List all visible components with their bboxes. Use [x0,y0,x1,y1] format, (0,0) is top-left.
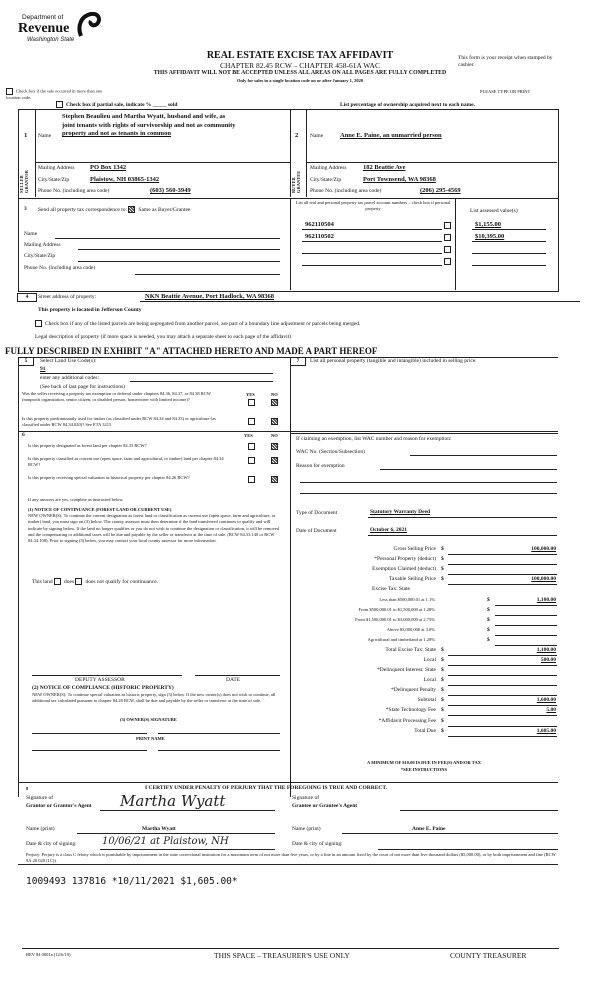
exemption-question: Was the seller receiving a property tax exemption or deferral under chapters 84.36, 84.37, or 84.38 RCW (nonprofit organization, senior citizen, or disabled person, homeowner with limited income)? [22,391,211,402]
grantor-sig-label: Signature of [26,795,54,801]
notice1-text: NEW OWNER(S): To continue the current designation as forest land or classification as current use (open space, farm and agriculture, or timber) land, you must sign on (3) below. The county assessor must then determine if the land transferred continues to qualify and will indicate by signing below. If the land no longer qualifies or you do not wish to continue the designation or classification, it will be removed and the compensating or additional taxes will be due and payable by the seller or transferor at the time of sale. (RCW 84.33.140 or RCW 84.34.108). Prior to signing (3) below, you may contact your local county assessor for more information. [28,513,280,544]
grantee-date-field[interactable] [378,849,558,850]
section-2-number: 2 [295,132,299,139]
parcel-number[interactable] [302,265,442,266]
tax-row-label: Exemption Claimed (deduct) [372,566,436,572]
section-6-number: 6 [22,432,25,438]
tax-value-field[interactable]: 1,600.00 [536,697,556,703]
tax-row-label: *Delinquent Penalty [390,687,436,693]
tax-row-label: Taxable Selling Price [389,576,436,582]
section-3-number: 3 [24,206,27,212]
treasurer-space-label: THIS SPACE – TREASURER'S USE ONLY [214,951,350,960]
buyer-phone-label: Phone No. (including area code) [310,188,382,194]
currency-sign: $ [441,657,444,663]
currency-sign: $ [441,707,444,713]
current-use-question: Is this property classified as current use (open space, farm and agricultural, or timber) land per chapter 84.34 RCW? [28,456,224,467]
perjury-note: Perjury: Perjury is a class C felony which is punishable by imprisonment in the state correctional institution for a maximum term of not more than five years, or by a fine in an amount fixed by the court of not more than five thousand dollars ($5,000.00), or by both imprisonment and fine (RCW 9A.20.020 (1C)). [26,852,556,863]
assessed-value[interactable] [472,253,546,254]
q1-no-checkbox[interactable] [271,399,278,406]
section-8-number: 8 [26,786,29,791]
yes-header: YES [246,392,255,397]
assessed-value[interactable]: $1,155.00 [475,221,501,228]
currency-sign: $ [441,576,444,582]
currency-sign: $ [441,728,444,734]
seller-mailing-label: Mailing Address [38,165,75,171]
tax-row-label: Total Due [414,728,436,734]
parcel-number[interactable] [302,253,442,254]
segregated-checkbox[interactable]: Check box if any of the listed parcels are being segregated from another parcel, are part of a boundary line adjustment or parcels being merged. [35,320,360,327]
buyer-mailing-field[interactable]: 182 Beattie Ave [363,164,406,171]
tax-value-field[interactable]: 1,100.00 [536,647,556,653]
buyer-name-label: Name [310,133,324,139]
tax-row-label: Local [423,677,436,683]
assessed-value[interactable]: $10,395.00 [475,233,505,240]
if-yes-note: If any answers are yes, complete as instructed below. [28,497,124,502]
q1-yes-checkbox[interactable] [248,399,255,406]
see-instructions-note: *SEE INSTRUCTIONS [400,767,448,772]
same-as-buyer-checkbox[interactable] [128,206,135,213]
deputy-signature-line[interactable] [32,675,182,676]
grantee-signature-field[interactable] [400,810,558,811]
section-1-number: 1 [24,132,28,139]
grantor-date-label: Date & city of signing: [26,841,77,847]
tax-value-field[interactable]: 1,100.00 [536,597,556,603]
q2-no-checkbox[interactable] [271,418,278,425]
buyer-side-label: BUYER GRANTEE [291,170,301,193]
historic-no-checkbox[interactable] [271,476,278,483]
personal-property-label: List all personal property (tangible and intangible) included in selling price. [310,358,477,364]
currency-sign: $ [487,617,490,623]
currency-sign: $ [441,697,444,703]
location-code-check[interactable]: Check box if the sale occurred in more than one location code. [6,88,103,100]
owner-signature-line-2[interactable] [158,733,280,734]
notice2-title: (2) NOTICE OF COMPLIANCE (HISTORIC PROPERTY) [32,685,174,691]
county-treasurer-label: COUNTY TREASURER [450,951,527,960]
additional-codes-field[interactable] [130,381,273,382]
grantor-date-field[interactable]: 10/06/21 at Plaistow, NH [102,836,229,847]
parcel-number[interactable]: 962110502 [305,233,334,240]
seller-city-label: City/State/Zip [38,177,70,183]
logo-line3: Washington State [27,37,75,43]
excise-state-label: Excise Tax: State [372,586,411,592]
tax-row-label: From $500,000.01 to $1,500,000 at 1.28% [358,607,435,612]
ownership-note: List percentage of ownership acquired next to each name. [340,102,475,108]
personal-property-checkbox[interactable] [444,246,451,253]
grantee-sig-label-2: Grantee or Grantee's Agent [292,803,358,809]
parcel-number[interactable]: 962110504 [305,221,334,228]
assessed-value[interactable] [472,265,546,266]
seller-city-field[interactable]: Plaistow, NH 03865-1342 [90,176,160,183]
additional-codes-label: enter any additional codes: [40,375,100,381]
owner-signature-line[interactable] [32,733,147,734]
legal-description-label: Legal description of property (if more space is needed, you may attach a separate sheet to each page of the affidavit) [35,334,291,340]
buyer-name-field[interactable]: Anne E. Paine, an unmarried person [340,132,442,139]
buyer-city-field[interactable]: Port Townsend, WA 98368 [363,176,436,183]
form-title: REAL ESTATE EXCISE TAX AFFIDAVIT [206,50,394,61]
currency-sign: $ [441,687,444,693]
currency-sign: $ [487,597,490,603]
does-checkbox[interactable] [54,578,61,585]
tax-row-label: Total Excise Tax: State [385,647,436,653]
receipt-note: This form is your receipt when stamped by cashier. [458,55,553,68]
does-not-checkbox[interactable] [75,578,82,585]
type-or-print: PLEASE TYPE OR PRINT [480,89,531,94]
tax-value-field[interactable]: 5.00 [546,707,556,713]
reason-label: Reason for exemption [296,463,345,469]
no-header: NO [271,433,278,438]
currency-sign: $ [441,667,444,673]
doc-type-label: Type of Document [296,510,338,516]
form-warning: THIS AFFIDAVIT WILL NOT BE ACCEPTED UNLESS ALL AREAS ON ALL PAGES ARE FULLY COMPLETED [153,70,447,76]
tax-row-label: Agricultural and timberland at 1.28% [367,637,435,642]
personal-property-checkbox[interactable] [444,234,451,241]
wac-label: WAC No. (Section/Subsection) [296,449,365,455]
forest-no-checkbox[interactable] [271,443,278,450]
grantee-date-label: Date & city of signing: [292,841,343,847]
see-back-note: (See back of last page for instructions) [40,384,125,390]
parcel-header: List all real and personal property tax parcel account numbers – check box if personal property [295,200,451,211]
continuance-checkboxes: This land does does not qualify for continuance. [32,578,159,585]
corr-phone-label: Phone No. (including area code) [24,265,96,271]
currency-sign: $ [441,718,444,724]
deputy-date-label: DATE [226,677,241,683]
partial-sale-check[interactable]: Check box if partial sale, indicate % _____ sold [56,101,177,108]
personal-property-checkbox[interactable] [444,258,451,265]
form-chapter: CHAPTER 82.45 RCW – CHAPTER 458-61A WAC [220,61,380,70]
owner-signature-label: (3) OWNER(S) SIGNATURE [120,717,177,722]
minimum-due-note: A MINIMUM OF $10.00 IS DUE IN FEE(S) AND/OR TAX [367,760,481,765]
reason-field[interactable] [380,469,557,470]
corr-name-label: Name [24,231,38,237]
current-use-yes-checkbox[interactable] [248,457,255,464]
corr-mailing-field[interactable] [78,249,280,250]
section-5-number: 5 [18,357,34,366]
grantee-name-field[interactable]: Anne E. Paine [412,826,446,832]
grantor-signature[interactable]: Martha Wyatt [120,792,226,810]
buyer-city-label: City/State/Zip [310,177,342,183]
tax-row-label: *State Technology Fee [385,707,436,713]
seller-side-label: SELLER GRANTOR [19,170,29,193]
land-use-field[interactable]: 91 [40,366,46,372]
seller-phone-field[interactable]: (603) 560-3949 [150,187,191,194]
grantee-sig-label: Signature of [292,795,320,801]
buyer-mailing-label: Mailing Address [310,165,347,171]
grantee-name-label: Name (print) [292,826,321,832]
tax-row-label: Gross Selling Price [393,546,436,552]
q2-yes-checkbox[interactable] [248,418,255,425]
section-7-number: 7 [290,357,306,366]
section-4-number: 4 [17,293,37,302]
certify-statement: I CERTIFY UNDER PENALTY OF PERJURY THAT THE FOREGOING IS TRUE AND CORRECT. [145,785,388,791]
currency-sign: $ [441,647,444,653]
land-use-label: Select Land Use Code(s): [40,358,97,364]
assessed-header: List assessed value(s) [470,208,518,214]
notice2-text: NEW OWNER(S): To continue special valuation as historic property, sign (3) below. If the new owner(s) does not wish to continue, all additional tax calculated pursuant to chapter 84.26 RCW, shall be due and payable by the seller or transferor at the time of sale. [32,692,276,704]
corr-city-field[interactable] [78,261,280,262]
form-only-for: Only for sales in a single location code on or after January 1, 2020 [236,78,364,83]
tax-row-label: Subtotal [417,697,436,703]
street-address-field[interactable]: NKN Beattie Avenue, Port Hadlock, WA 98368 [145,293,275,300]
tax-value-field[interactable]: 100,000.00 [531,546,556,552]
grantor-sig-label-2: Grantor or Grantor's Agent [26,803,92,809]
currency-sign: $ [441,546,444,552]
historic-yes-checkbox[interactable] [248,476,255,483]
currency-sign: $ [487,637,490,643]
seller-phone-label: Phone No. (including area code) [38,188,110,194]
currency-sign: $ [441,677,444,683]
current-use-no-checkbox[interactable] [271,457,278,464]
form-id: REV 84 0001a (12/6/19) [26,952,71,957]
currency-sign: $ [441,556,444,562]
tax-row-label: Local [423,657,436,663]
corr-name-field[interactable] [55,238,280,239]
tax-row-label: *Delinquent Interest: State [377,667,436,673]
logo-swirl-icon [77,12,101,40]
tax-row-label: Above $3,000,000 at 3.0% [386,627,435,632]
seller-mailing-field[interactable]: PO Box 1342 [90,164,127,171]
personal-property-checkbox[interactable] [444,222,451,229]
tax-row-label: *Affidavit Processing Fee [378,718,436,724]
correspondence-label: Send all property tax correspondence to: Same as Buyer/Grantee [38,206,191,213]
logo-line2: Revenue [18,21,70,36]
doc-date-label: Date of Document [296,528,337,534]
corr-mailing-label: Mailing Address [24,242,61,248]
buyer-phone-field[interactable]: (206) 295-4569 [420,187,461,194]
doc-date-field[interactable]: October 6, 2021 [370,527,408,533]
no-header: NO [271,392,278,397]
deputy-assessor-label: DEPUTY ASSESSOR [75,677,125,683]
tax-row-label: Less than $500,000.01 at 1.1% [379,597,435,602]
currency-sign: $ [441,566,444,572]
currency-sign: $ [487,627,490,633]
street-label: Street address of property: [38,294,97,300]
corr-city-label: City/State/Zip [24,253,56,259]
tax-value-field[interactable]: 100,000.00 [531,576,556,582]
tax-value-field[interactable]: 1,605.00 [536,728,556,734]
doc-type-field[interactable]: Statutory Warranty Deed [370,509,431,515]
notice1-title: (1) NOTICE OF CONTINUANCE (FOREST LAND OR CURRENT USE) [28,507,172,512]
historic-question: Is this property receiving special valuation as historical property per chapter 84.26 RCW? [28,475,190,480]
forest-question: Is this property designated as forest land per chapter 84.33 RCW? [28,443,147,448]
seller-name-field[interactable]: Stephen Beaulieu and Martha Wyatt, husband and wife, as joint tenants with rights of survivorship and not as community property and not as tenants in common [62,113,236,137]
currency-sign: $ [487,607,490,613]
wac-field[interactable] [410,455,557,456]
forest-yes-checkbox[interactable] [248,443,255,450]
logo-line1: Department of [22,14,64,21]
tax-row-label: *Personal Property (deduct) [374,556,436,562]
tax-row-label: From $1,500,000.01 to $3,000,000 at 2.75% [355,617,435,622]
print-name-label: PRINT NAME [136,736,165,741]
legal-description-field[interactable]: FULLY DESCRIBED IN EXHIBIT "A" ATTACHED HERETO AND MADE A PART HEREOF [5,346,378,356]
timber-question: Is this property predominantly used for timber (as classified under RCW 84.34 and 84.33) or agriculture (as classified under RCW 84.34.020)? See ETA 3215 [22,416,216,427]
tax-value-field[interactable]: 500.00 [540,657,556,663]
exemption-label: If claiming an exemption, list WAC number and reason for exemption: [296,436,452,442]
yes-header: YES [244,433,253,438]
grantor-name-label: Name (print) [26,826,55,832]
cashier-stamp: 1009493 137816 *10/11/2021 $1,605.00* [26,876,238,887]
county-text: This property is located in Jefferson County [38,307,142,313]
seller-name-label: Name [38,133,52,139]
grantor-name-field[interactable]: Martha Wyatt [142,826,176,832]
corr-phone-field[interactable] [135,274,280,275]
deputy-date-line[interactable] [195,675,280,676]
